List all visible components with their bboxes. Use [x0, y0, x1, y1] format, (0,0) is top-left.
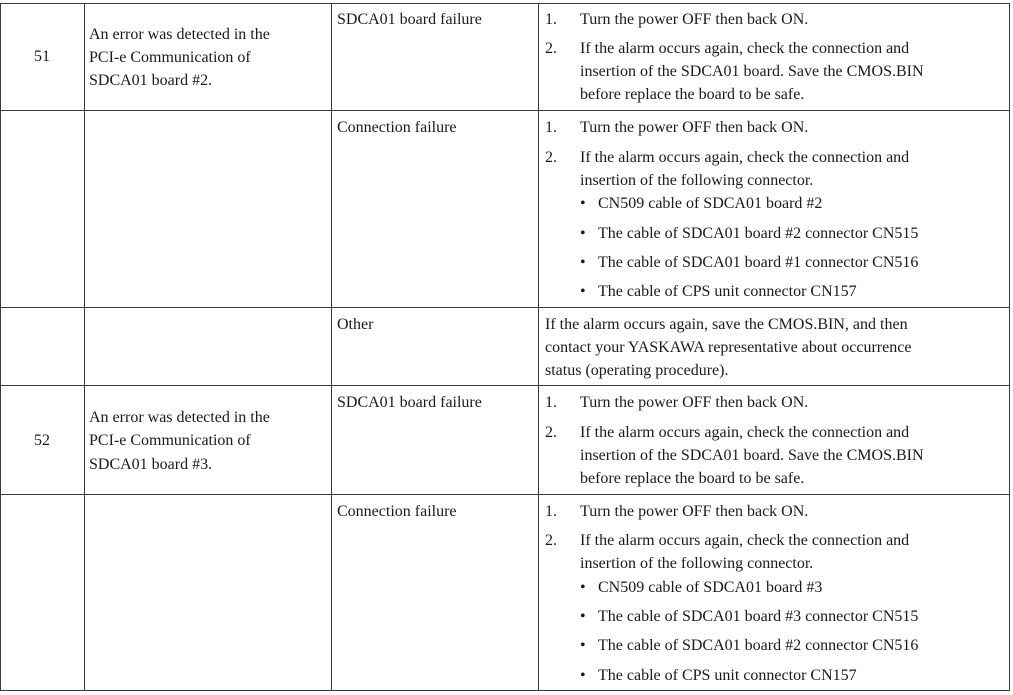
step-text: before replace the board to be safe.: [580, 86, 805, 103]
step-text: If the alarm occurs again, check the connection and: [580, 532, 910, 549]
alarm-description-line: SDCA01 board #2.: [89, 72, 213, 89]
cause-label: Connection failure: [337, 119, 457, 136]
step-number: 1.: [545, 503, 557, 520]
table-border-bottom: [0, 690, 1010, 691]
bullet-text: The cable of SDCA01 board #3 connector CN515: [598, 608, 919, 625]
step-number: 1.: [545, 11, 557, 28]
remedy-text: status (operating procedure).: [545, 362, 729, 379]
alarm-description-line: PCI-e Communication of: [89, 49, 251, 66]
step-text: Turn the power OFF then back ON.: [580, 394, 809, 411]
step-text: before replace the board to be safe.: [580, 470, 805, 487]
step-text: Turn the power OFF then back ON.: [580, 11, 809, 28]
bullet-text: The cable of SDCA01 board #1 connector CN516: [598, 254, 919, 271]
alarm-description-line: PCI-e Communication of: [89, 432, 251, 449]
step-number: 2.: [545, 40, 557, 57]
step-text: insertion of the SDCA01 board. Save the CMOS.BIN: [580, 63, 924, 80]
alarm-description-line: SDCA01 board #3.: [89, 456, 213, 473]
step-text: insertion of the SDCA01 board. Save the CMOS.BIN: [580, 447, 924, 464]
remedy-text: If the alarm occurs again, save the CMOS.BIN, and then: [545, 316, 908, 333]
bullet-glyph: •: [580, 637, 586, 654]
step-text: If the alarm occurs again, check the connection and: [580, 40, 910, 57]
alarm-description-line: An error was detected in the: [89, 26, 270, 43]
step-number: 1.: [545, 394, 557, 411]
row-divider: [0, 110, 1010, 111]
bullet-text: The cable of SDCA01 board #2 connector CN516: [598, 637, 919, 654]
cause-label: SDCA01 board failure: [337, 394, 482, 411]
alarm-number: 52: [34, 432, 50, 449]
step-number: 1.: [545, 119, 557, 136]
column-divider: [331, 3, 332, 691]
step-text: insertion of the following connector.: [580, 555, 814, 572]
cause-label: Other: [337, 316, 374, 333]
step-number: 2.: [545, 424, 557, 441]
bullet-glyph: •: [580, 667, 586, 684]
remedy-text: contact your YASKAWA representative about occurrence: [545, 339, 912, 356]
table-border-right: [1009, 3, 1010, 691]
bullet-text: The cable of CPS unit connector CN157: [598, 667, 857, 684]
step-text: If the alarm occurs again, check the connection and: [580, 149, 910, 166]
step-number: 2.: [545, 532, 557, 549]
bullet-text: The cable of CPS unit connector CN157: [598, 283, 857, 300]
table-border-top: [0, 3, 1010, 4]
column-divider: [84, 3, 85, 691]
alarm-description-line: An error was detected in the: [89, 409, 270, 426]
cause-label: SDCA01 board failure: [337, 11, 482, 28]
bullet-glyph: •: [580, 195, 586, 212]
bullet-glyph: •: [580, 579, 586, 596]
bullet-glyph: •: [580, 254, 586, 271]
bullet-text: The cable of SDCA01 board #2 connector CN515: [598, 225, 919, 242]
bullet-text: CN509 cable of SDCA01 board #2: [598, 195, 823, 212]
row-divider: [0, 307, 1010, 308]
step-text: If the alarm occurs again, check the connection and: [580, 424, 910, 441]
cause-label: Connection failure: [337, 503, 457, 520]
step-text: insertion of the following connector.: [580, 172, 814, 189]
column-divider: [538, 3, 539, 691]
step-text: Turn the power OFF then back ON.: [580, 119, 809, 136]
bullet-glyph: •: [580, 225, 586, 242]
bullet-glyph: •: [580, 283, 586, 300]
alarm-number: 51: [34, 48, 50, 65]
row-divider: [0, 385, 1010, 386]
bullet-glyph: •: [580, 608, 586, 625]
step-number: 2.: [545, 149, 557, 166]
row-divider: [0, 494, 1010, 495]
bullet-text: CN509 cable of SDCA01 board #3: [598, 579, 823, 596]
step-text: Turn the power OFF then back ON.: [580, 503, 809, 520]
table-border-left: [0, 3, 1, 691]
